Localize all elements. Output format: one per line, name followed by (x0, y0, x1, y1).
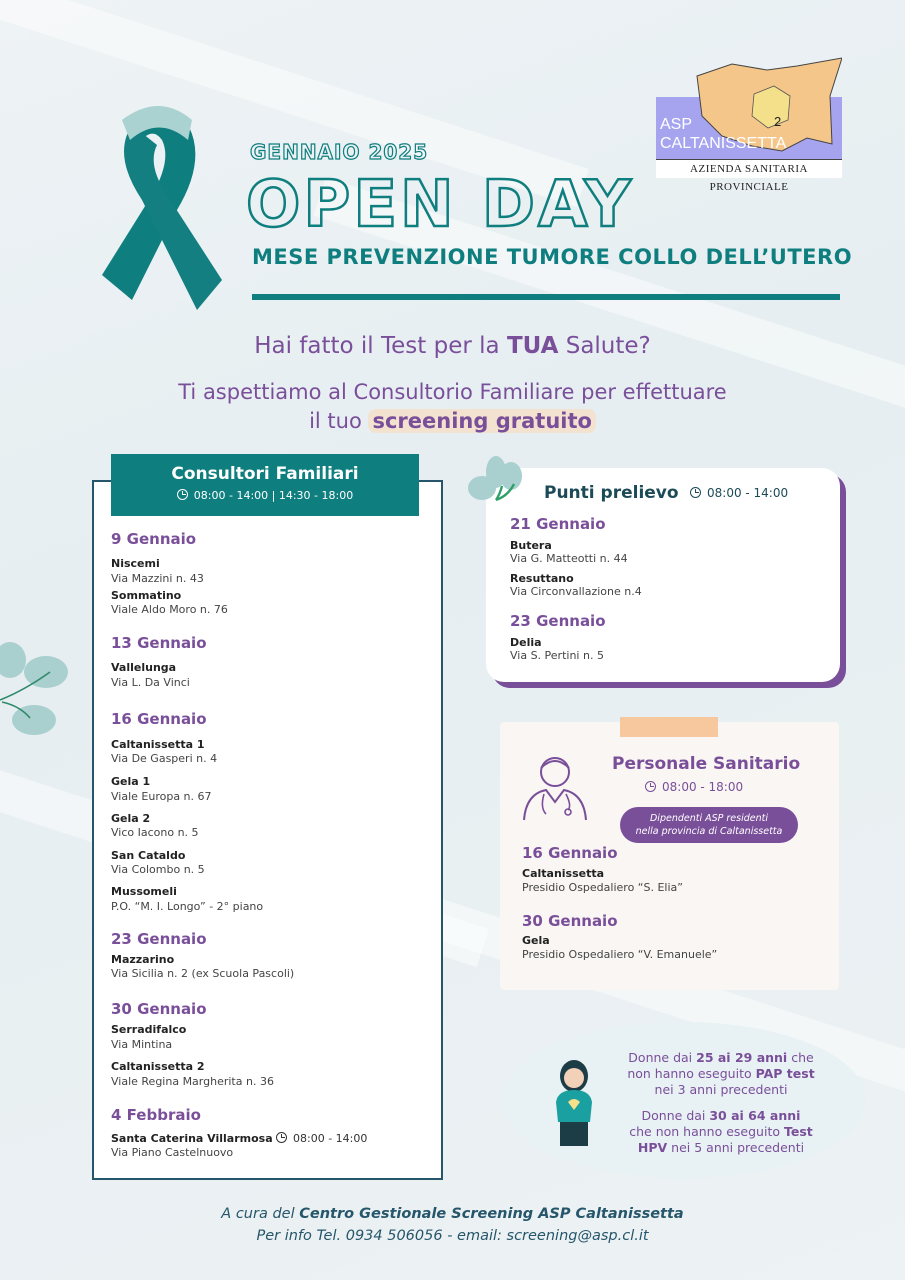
date-heading: 16 Gennaio (111, 710, 207, 728)
consultori-header (111, 454, 419, 516)
place-name: Caltanissetta (522, 867, 605, 880)
place-address: Via G. Matteotti n. 44 (510, 552, 628, 565)
intro-text (0, 378, 905, 436)
place-address: Via Colombo n. 5 (111, 863, 205, 876)
leaf-decoration-icon (0, 640, 70, 740)
personale-hours-text: 08:00 - 18:00 (662, 780, 744, 794)
place-address: Via Piano Castelnuovo (111, 1146, 234, 1159)
place-address: Via Circonvallazione n.4 (510, 585, 642, 598)
tape-decoration (620, 717, 718, 737)
event-month: GENNAIO 2025 (250, 140, 429, 164)
place-address: Viale Europa n. 67 (111, 790, 212, 803)
place-name: Serradifalco (111, 1023, 187, 1036)
screening-highlight: screening gratuito (368, 409, 595, 433)
place-name: San Cataldo (111, 849, 186, 862)
intro-question-bold: TUA (506, 333, 559, 359)
place-address: Via Mintina (111, 1038, 173, 1051)
place-address: Via S. Pertini n. 5 (510, 649, 604, 662)
place-address: Via L. Da Vinci (111, 676, 190, 689)
place-name: Sommatino (111, 589, 182, 602)
special-hours-text: 08:00 - 14:00 (293, 1132, 368, 1145)
note-line: Dipendenti ASP residenti (649, 813, 768, 824)
intro-question-part: Hai fatto il Test per la (254, 333, 507, 359)
footer-part: A cura del (221, 1206, 300, 1222)
eligibility-line (612, 1066, 830, 1082)
text-bold: Test (783, 1124, 813, 1139)
place-address: Vico Iacono n. 5 (111, 826, 199, 839)
text-bold: 25 ai 29 anni (696, 1050, 788, 1065)
intro-question-part: Salute? (558, 333, 651, 359)
consultori-title: Consultori Familiari (171, 464, 359, 484)
awareness-ribbon-icon (92, 100, 227, 320)
punti-title: Punti prelievo (544, 483, 679, 503)
place-name: Gela 1 (111, 775, 151, 788)
logo-line1: ASP (660, 116, 693, 133)
place-name: Santa Caterina Villarmosa (111, 1132, 273, 1145)
title-divider (252, 294, 840, 300)
place-address: Viale Aldo Moro n. 76 (111, 603, 228, 616)
place-address: Viale Regina Margherita n. 36 (111, 1075, 274, 1088)
clock-icon (645, 781, 656, 792)
place-address: P.O. “M. I. Longo” - 2° piano (111, 900, 264, 913)
place-name: Mussomeli (111, 885, 177, 898)
clock-icon (276, 1132, 287, 1143)
place-address: Via Sicilia n. 2 (ex Scuola Pascoli) (111, 967, 295, 980)
date-heading: 23 Gennaio (510, 612, 606, 630)
clock-icon (690, 487, 701, 498)
page-title: OPEN DAY (246, 168, 634, 242)
intro-line2-part: il tuo (309, 409, 369, 433)
place-name: Caltanissetta 2 (111, 1060, 205, 1073)
place-address: Presidio Ospedaliero “S. Elia” (522, 881, 683, 894)
personale-note-badge (620, 807, 798, 843)
date-heading: 13 Gennaio (111, 634, 207, 652)
logo-tagline: AZIENDA SANITARIA PROVINCIALE (656, 159, 842, 178)
punti-hours (690, 486, 788, 500)
intro-line1: Ti aspettiamo al Consultorio Familiare per effettuare (178, 380, 727, 404)
place-name: Gela 2 (111, 812, 151, 825)
eligibility-text-b (612, 1108, 830, 1156)
eligibility-line (612, 1140, 830, 1156)
woman-icon (546, 1056, 602, 1148)
doctor-icon (518, 750, 592, 822)
place-name: Gela (522, 934, 550, 947)
text-bold: 30 ai 64 anni (709, 1108, 801, 1123)
footer-bold: Centro Gestionale Screening ASP Caltanissetta (299, 1206, 684, 1222)
personale-title: Personale Sanitario (612, 754, 801, 774)
eligibility-text-a (612, 1050, 830, 1098)
asp-logo (656, 56, 842, 193)
map-number: 2 (774, 114, 782, 129)
place-address: Via Mazzini n. 43 (111, 572, 204, 585)
logo-name (660, 115, 786, 153)
place-name: Vallelunga (111, 661, 177, 674)
logo-line2: CALTANISSETTA (660, 135, 787, 152)
place-name: Caltanissetta 1 (111, 738, 205, 751)
note-line: nella provincia di Caltanissetta (635, 826, 783, 837)
intro-question (0, 333, 905, 359)
place-name: Niscemi (111, 557, 160, 570)
page-subtitle: MESE PREVENZIONE TUMORE COLLO DELL’UTERO (252, 245, 853, 269)
place-address: Presidio Ospedaliero “V. Emanuele” (522, 948, 718, 961)
clock-icon (177, 489, 188, 500)
punti-hours-text: 08:00 - 14:00 (707, 486, 789, 500)
text-part: Donne dai (641, 1108, 710, 1123)
place-address: Via De Gasperi n. 4 (111, 752, 218, 765)
leaf-icon (466, 454, 526, 506)
consultori-hours-text: 08:00 - 14:00 | 14:30 - 18:00 (193, 489, 354, 502)
consultori-hours (111, 489, 419, 502)
footer-contact: Per info Tel. 0934 506056 - email: screening@asp.cl.it (256, 1228, 649, 1244)
text-part: non hanno eseguito (627, 1066, 756, 1081)
text-part: nei 5 anni precedenti (667, 1140, 805, 1155)
date-heading: 4 Febbraio (111, 1106, 201, 1124)
date-heading: 30 Gennaio (522, 912, 618, 930)
eligibility-line (612, 1050, 830, 1066)
eligibility-line (612, 1108, 830, 1124)
place-name: Butera (510, 539, 552, 552)
text-part: che (787, 1050, 814, 1065)
text-part: che non hanno eseguito (629, 1124, 784, 1139)
place-name: Mazzarino (111, 953, 175, 966)
intro-line2 (0, 407, 905, 436)
date-heading: 16 Gennaio (522, 844, 618, 862)
footer-credit (0, 1206, 905, 1222)
date-heading: 9 Gennaio (111, 530, 197, 548)
eligibility-line (612, 1124, 830, 1140)
date-heading: 21 Gennaio (510, 515, 606, 533)
place-name: Resuttano (510, 572, 574, 585)
text-bold: PAP test (755, 1066, 815, 1081)
place-name: Delia (510, 636, 542, 649)
text-part: Donne dai (628, 1050, 697, 1065)
eligibility-line: nei 3 anni precedenti (654, 1082, 788, 1097)
date-heading: 23 Gennaio (111, 930, 207, 948)
text-bold: HPV (637, 1140, 668, 1155)
special-hours (276, 1132, 367, 1145)
personale-hours (645, 780, 743, 794)
date-heading: 30 Gennaio (111, 1000, 207, 1018)
